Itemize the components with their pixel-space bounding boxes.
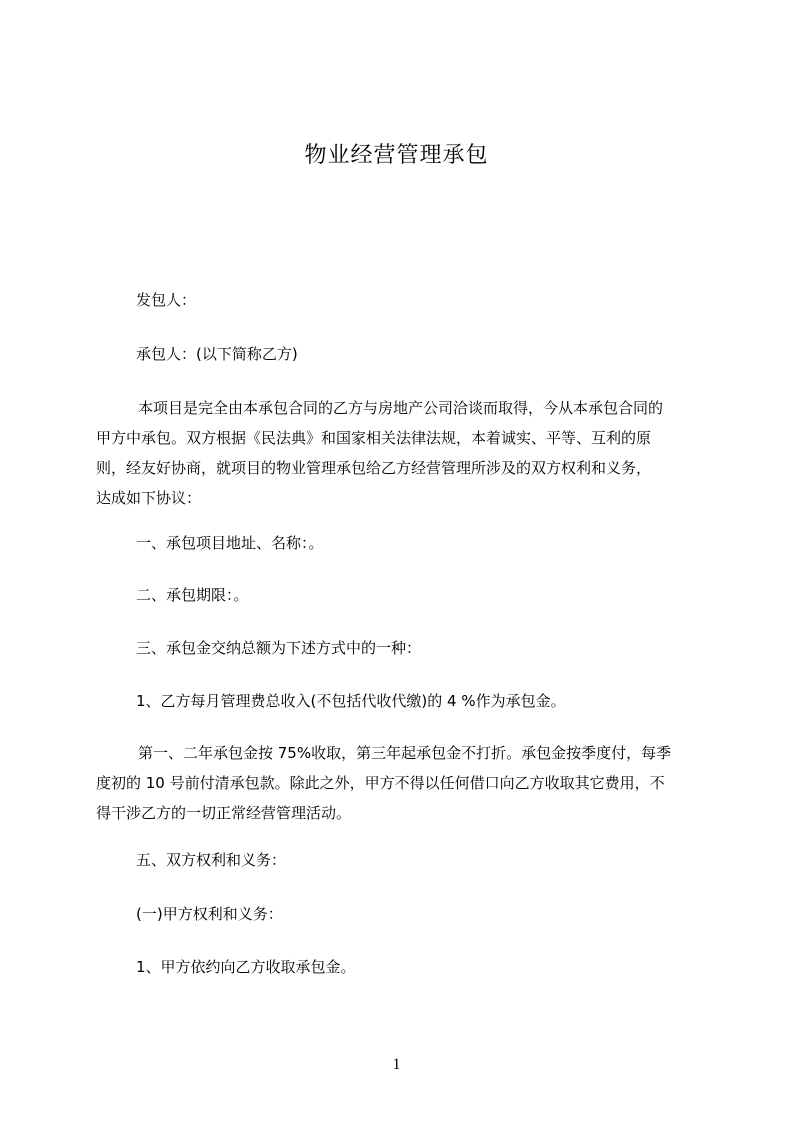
payment-paragraph	[96, 738, 700, 828]
section-2-heading: 二、承包期限：。	[136, 586, 249, 604]
section-1-heading: 一、承包项目地址、名称：。	[136, 534, 324, 552]
section-5-heading: 五、双方权利和义务：	[136, 851, 287, 869]
intro-paragraph	[96, 393, 700, 513]
item-1-text: 1、乙方每月管理费总收入(不包括代收代缴)的 4 %作为承包金。	[136, 692, 566, 710]
issuer-line: 发包人：	[136, 291, 197, 309]
intro-line: 则，经友好协商，就项目的物业管理承包给乙方经营管理所涉及的双方权利和义务，	[96, 459, 652, 477]
payment-line: 度初的 10 号前付清承包款。除此之外，甲方不得以任何借口向乙方收取其它费用，不	[96, 774, 665, 792]
intro-line: 本项目是完全由本承包合同的乙方与房地产公司洽谈而取得，今从本承包合同的	[138, 399, 664, 417]
intro-line: 甲方中承包。双方根据《民法典》和国家相关法律法规，本着诚实、平等、互利的原	[96, 429, 652, 447]
payment-line: 第一、二年承包金按 75%收取，第三年起承包金不打折。承包金按季度付，每季	[138, 744, 672, 762]
section-3-heading: 三、承包金交纳总额为下述方式中的一种：	[136, 639, 422, 657]
contractor-line: 承包人：(以下简称乙方)	[136, 345, 298, 363]
payment-line: 得干涉乙方的一切正常经营管理活动。	[96, 804, 352, 822]
intro-line: 达成如下协议：	[96, 489, 202, 507]
page-number: 1	[392, 1056, 401, 1073]
subsection-1-heading: (一)甲方权利和义务：	[136, 905, 283, 923]
duty-1-text: 1、甲方依约向乙方收取承包金。	[136, 958, 356, 976]
document-title: 物业经营管理承包	[304, 143, 489, 168]
